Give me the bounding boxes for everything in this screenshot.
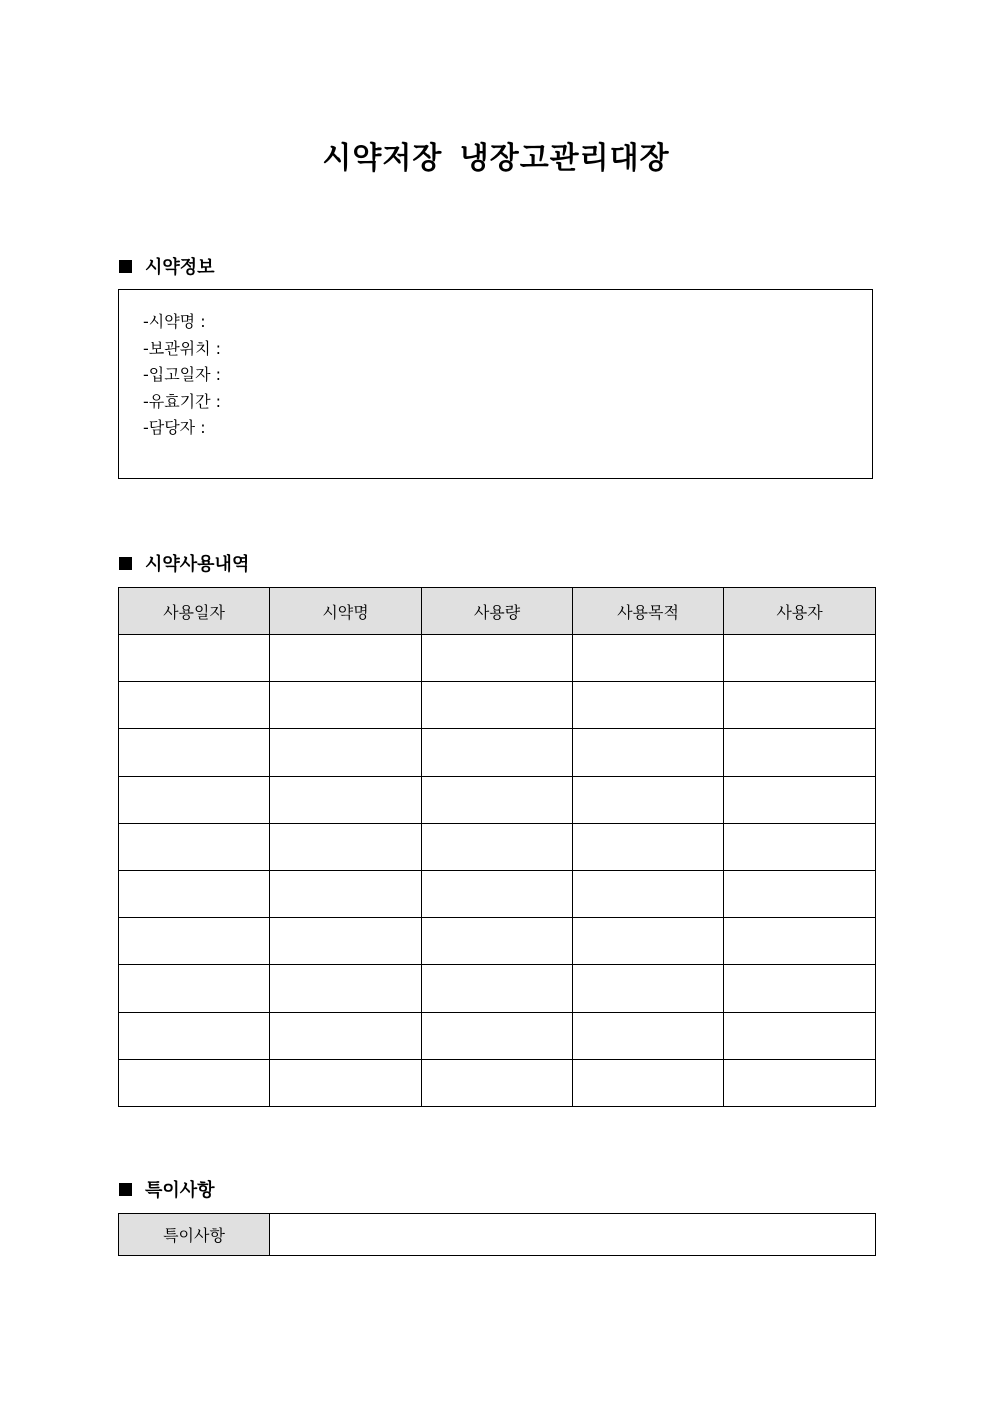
table-cell[interactable] bbox=[270, 682, 422, 729]
page-title: 시약저장 냉장고관리대장 bbox=[322, 141, 670, 176]
table-cell[interactable] bbox=[573, 870, 724, 917]
column-header-purpose: 사용목적 bbox=[573, 588, 724, 635]
black-square-icon bbox=[119, 260, 132, 273]
table-cell[interactable] bbox=[724, 870, 876, 917]
section-heading-reagent-info bbox=[119, 253, 215, 279]
table-cell[interactable] bbox=[270, 776, 422, 823]
table-cell[interactable] bbox=[119, 823, 270, 870]
table-row bbox=[119, 870, 876, 917]
table-cell[interactable] bbox=[724, 965, 876, 1012]
table-row bbox=[119, 729, 876, 776]
table-cell[interactable] bbox=[573, 823, 724, 870]
table-cell[interactable] bbox=[119, 729, 270, 776]
table-header-row bbox=[119, 588, 876, 635]
table-row bbox=[119, 635, 876, 682]
table-row bbox=[119, 1012, 876, 1059]
section-heading-remarks bbox=[119, 1176, 215, 1202]
table-cell[interactable] bbox=[422, 776, 573, 823]
table-cell[interactable] bbox=[422, 635, 573, 682]
table-row bbox=[119, 682, 876, 729]
table-cell[interactable] bbox=[724, 823, 876, 870]
table-cell[interactable] bbox=[573, 1012, 724, 1059]
table-cell[interactable] bbox=[119, 1059, 270, 1106]
table-cell[interactable] bbox=[422, 870, 573, 917]
table-row bbox=[119, 965, 876, 1012]
storage-location-field[interactable]: -보관위치 : bbox=[143, 338, 222, 358]
reagent-info-box bbox=[118, 289, 873, 479]
table-cell[interactable] bbox=[573, 965, 724, 1012]
table-cell[interactable] bbox=[119, 918, 270, 965]
table-row bbox=[119, 823, 876, 870]
table-cell[interactable] bbox=[573, 729, 724, 776]
table-cell[interactable] bbox=[270, 729, 422, 776]
remarks-label: 특이사항 bbox=[119, 1214, 270, 1256]
table-cell[interactable] bbox=[270, 1059, 422, 1106]
column-header-user: 사용자 bbox=[724, 588, 876, 635]
table-row bbox=[119, 918, 876, 965]
table-cell[interactable] bbox=[422, 729, 573, 776]
table-cell[interactable] bbox=[270, 1012, 422, 1059]
table-cell[interactable] bbox=[724, 1012, 876, 1059]
usage-table bbox=[118, 587, 876, 1107]
column-header-amount: 사용량 bbox=[422, 588, 573, 635]
table-cell[interactable] bbox=[724, 635, 876, 682]
table-cell[interactable] bbox=[724, 918, 876, 965]
section-heading-usage-history bbox=[119, 550, 249, 576]
expiry-period-field[interactable]: -유효기간 : bbox=[143, 391, 222, 411]
section-heading-label: 시약사용내역 bbox=[145, 554, 250, 575]
table-cell[interactable] bbox=[422, 823, 573, 870]
table-cell[interactable] bbox=[724, 682, 876, 729]
table-cell[interactable] bbox=[270, 870, 422, 917]
manager-field[interactable]: -담당자 : bbox=[143, 418, 206, 437]
receipt-date-field[interactable]: -입고일자 : bbox=[143, 365, 222, 384]
table-cell[interactable] bbox=[573, 635, 724, 682]
section-heading-label: 시약정보 bbox=[145, 257, 215, 278]
table-cell[interactable] bbox=[270, 635, 422, 682]
table-cell[interactable] bbox=[119, 1012, 270, 1059]
table-cell[interactable] bbox=[119, 682, 270, 729]
remarks-row bbox=[119, 1214, 876, 1256]
table-cell[interactable] bbox=[724, 729, 876, 776]
table-cell[interactable] bbox=[422, 965, 573, 1012]
table-cell[interactable] bbox=[724, 776, 876, 823]
table-cell[interactable] bbox=[422, 1012, 573, 1059]
black-square-icon bbox=[119, 557, 132, 570]
table-cell[interactable] bbox=[270, 965, 422, 1012]
table-cell[interactable] bbox=[573, 918, 724, 965]
reagent-name-field[interactable]: -시약명 : bbox=[143, 312, 206, 331]
remarks-input[interactable] bbox=[270, 1214, 876, 1256]
table-cell[interactable] bbox=[119, 870, 270, 917]
table-cell[interactable] bbox=[119, 965, 270, 1012]
table-cell[interactable] bbox=[422, 682, 573, 729]
column-header-use-date: 사용일자 bbox=[119, 588, 270, 635]
table-cell[interactable] bbox=[573, 776, 724, 823]
table-cell[interactable] bbox=[573, 682, 724, 729]
table-cell[interactable] bbox=[724, 1059, 876, 1106]
table-cell[interactable] bbox=[573, 1059, 724, 1106]
table-cell[interactable] bbox=[119, 635, 270, 682]
remarks-table bbox=[118, 1213, 876, 1256]
table-cell[interactable] bbox=[119, 776, 270, 823]
column-header-reagent-name: 시약명 bbox=[270, 588, 422, 635]
section-heading-label: 특이사항 bbox=[145, 1180, 215, 1201]
table-row bbox=[119, 1059, 876, 1106]
table-cell[interactable] bbox=[422, 918, 573, 965]
table-cell[interactable] bbox=[270, 918, 422, 965]
table-row bbox=[119, 776, 876, 823]
table-cell[interactable] bbox=[422, 1059, 573, 1106]
table-cell[interactable] bbox=[270, 823, 422, 870]
black-square-icon bbox=[119, 1183, 132, 1196]
